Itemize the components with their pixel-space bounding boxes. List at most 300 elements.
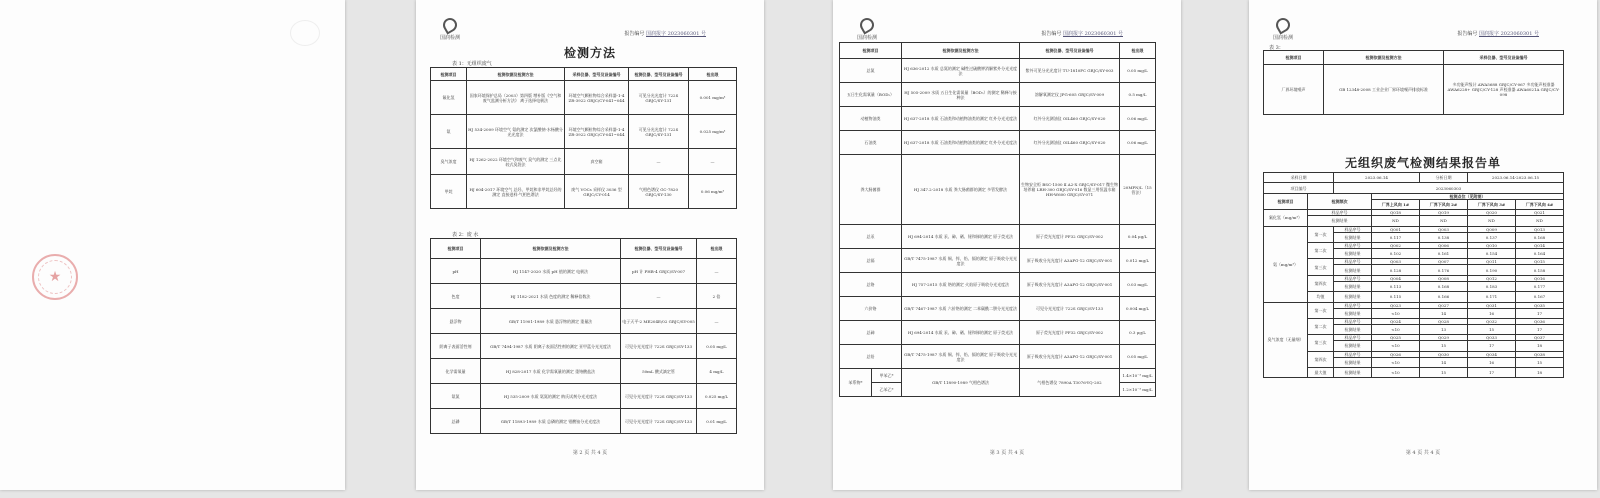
table-row	[840, 345, 1156, 369]
table-cell: 可见分光光度计 722S GRJC/SY-133	[621, 409, 697, 434]
logo-icon	[440, 15, 459, 34]
table-cell: —	[689, 149, 737, 175]
table-cell: GB 12348-2008 工业企业厂界环境噪声排放标准	[1324, 65, 1444, 115]
table-cell: Q016	[1516, 275, 1564, 281]
table-cell: 2023060303	[1334, 183, 1564, 193]
table-cell: —	[621, 284, 697, 309]
table-cell: 氨	[431, 115, 467, 149]
company-seal-stamp	[32, 254, 78, 300]
table-cell: 16	[1468, 308, 1516, 318]
table-cell: 检测结果	[1334, 248, 1372, 258]
table-cell: 均值	[1308, 292, 1334, 302]
table-cell: —	[697, 259, 737, 284]
table-cell: HJ 694-2014 水质 汞、砷、硒、铋和锑的测定 原子荧光法	[902, 225, 1020, 249]
table-cell: 采样日期	[1264, 173, 1334, 183]
table-cell: 臭气浓度	[431, 149, 467, 175]
table-cell: 样品序号	[1308, 210, 1372, 216]
results-table	[1263, 172, 1564, 378]
table-cell: 乙苯乙*	[872, 383, 902, 397]
table-cell: Q031	[1468, 302, 1516, 308]
table-cell: 1.4×10⁻³ mg/L	[1120, 369, 1156, 383]
table-cell: HJ 347.2-2018 水质 粪大肠菌群的测定 多管发酵法	[902, 155, 1020, 225]
document-page-3	[833, 0, 1181, 490]
table-cell: HJ 1262-2022 环境空气和废气 臭气的测定 三点比较式臭袋法	[467, 149, 565, 175]
table-cell: 原子吸收分光光度计 A3AFG-12 GRJC/SY-001	[1020, 249, 1120, 273]
table-cell: 15	[1516, 357, 1564, 367]
table-cell: 0.05 mg/L	[1120, 59, 1156, 83]
table-cell: 气相色谱仪 7890A T3076-YQ-202	[1020, 369, 1120, 397]
table-cell: 2 倍	[697, 284, 737, 309]
table-row	[1264, 292, 1564, 302]
table-cell: 0.168	[1420, 281, 1468, 291]
table-cell: 第一次	[1308, 302, 1334, 318]
table-cell: 第二次	[1308, 242, 1334, 258]
table-cell: 0.05 mg/L	[1120, 345, 1156, 369]
table-header-cell: 检测仪器、型号及设备编号	[629, 68, 689, 81]
table-header-cell: 采样仪器、型号及设备编号	[565, 68, 629, 81]
table-cell: 检测结果	[1334, 292, 1372, 302]
table-cell: 0.161	[1420, 248, 1468, 258]
table-header-cell: 厂界下风向 3#	[1468, 199, 1516, 209]
table-cell: 可见分光光度计 722S GRJC/SY-131	[629, 115, 689, 149]
table-cell: 15	[1420, 368, 1468, 378]
table-cell: ND	[1468, 216, 1516, 226]
table-cell: 悬浮物	[431, 309, 481, 334]
table-header-cell: 检测频次	[1308, 193, 1372, 209]
table-caption: 表 3：	[1269, 45, 1284, 51]
table-cell: Q010	[1468, 242, 1516, 248]
report-no-value: 国润报字 2023060301 号	[646, 31, 706, 37]
table-cell: 阴离子表面活性剂	[431, 334, 481, 359]
table-header-cell: 检出限	[1120, 43, 1156, 59]
seal-star-icon: ★	[48, 269, 62, 285]
company-logo	[855, 18, 879, 41]
table-cell: Q032	[1468, 318, 1516, 324]
table-cell: 原子吸收分光光度计 A3AFG-12 GRJC/SY-001	[1020, 273, 1120, 297]
table-cell: 13	[1420, 324, 1468, 334]
table-cell: HJ 604-2017 环境空气 总烃、甲烷和非甲烷总烃的测定 直接进样-气相色谱法	[467, 175, 565, 209]
table-header-cell: 检测项目	[431, 239, 481, 259]
table-cell: 氟化氢	[431, 81, 467, 115]
report-no-value: 国润报字 2023060301 号	[1063, 31, 1123, 37]
table-cell: 0.164	[1516, 248, 1564, 258]
table-cell: Q025	[1372, 335, 1420, 341]
table-cell: 总砷	[840, 321, 902, 345]
table-cell: 检测结果	[1334, 324, 1372, 334]
table-cell: 粪大肠菌群	[840, 155, 902, 225]
table-cell: 0.137	[1468, 232, 1516, 242]
table-cell: 色度	[431, 284, 481, 309]
table-cell: 苯系物*	[840, 369, 872, 397]
table-cell: 检测结果	[1308, 216, 1372, 226]
table-cell: GB/T 11890-1989 气相色谱法	[902, 369, 1020, 397]
table-cell: Q014	[1516, 242, 1564, 248]
table-cell: GB/T 11893-1989 水质 总磷的测定 钼酸铵分光光度法	[481, 409, 621, 434]
table-cell: 2023.06.14	[1334, 173, 1420, 183]
document-page-1	[0, 0, 345, 490]
company-logo	[438, 18, 462, 41]
table-cell: ND	[1372, 216, 1420, 226]
table-cell: 0.171	[1468, 292, 1516, 302]
page-title: 检测方法	[563, 46, 616, 60]
table-cell: 最大值	[1308, 368, 1334, 378]
table-header-cell: 厂界上风向 1#	[1372, 199, 1420, 209]
table-row	[431, 149, 737, 175]
table-row	[840, 297, 1156, 321]
report-number-header	[1041, 30, 1123, 37]
table-cell: 14	[1420, 357, 1468, 367]
table-row	[431, 175, 737, 209]
table-cell: 0.154	[1468, 248, 1516, 258]
table-cell: 2023.06.14-2023.06.15	[1468, 173, 1564, 183]
logo-icon	[857, 15, 876, 34]
table-cell: 0.177	[1516, 281, 1564, 291]
table-cell: 溶解氧测定仪 JPG-605 GRJC/SY-009	[1020, 83, 1120, 107]
table-cell: 化学需氧量	[431, 359, 481, 384]
table-cell: 0.04 μg/L	[1120, 225, 1156, 249]
table-cell: 真空箱	[565, 149, 629, 175]
table-cell: 检测结果	[1334, 308, 1372, 318]
table-cell: 检测结果	[1334, 232, 1372, 242]
table-cell: 0.166	[1420, 292, 1468, 302]
table-header-row	[431, 239, 737, 259]
table-header-cell: 检测项目	[1264, 51, 1324, 65]
table-cell: 0.138	[1420, 232, 1468, 242]
table-cell: 0.012 mg/L	[1120, 249, 1156, 273]
table-cell: Q033	[1468, 335, 1516, 341]
table-header-cell: 检测仪器、型号及设备编号	[1020, 43, 1120, 59]
table-cell: HJ 505-2009 水质 五日生化需氧量（BOD₅）的测定 稀释与接种法	[902, 83, 1020, 107]
table-cell: 样品序号	[1334, 302, 1372, 308]
table-row	[431, 334, 737, 359]
table-header-cell: 检出限	[697, 239, 737, 259]
logo-icon	[1273, 15, 1292, 34]
table-cell: 样品序号	[1334, 318, 1372, 324]
result-report-title: 无组织废气检测结果报告单	[1344, 156, 1501, 170]
report-no-value: 国润报字 2023060301 号	[1479, 31, 1539, 37]
table-cell: Q012	[1468, 275, 1516, 281]
table-cell: 0.05 mg/L	[697, 334, 737, 359]
noise-method-table	[1263, 50, 1564, 115]
table-cell: 检测结果	[1334, 341, 1372, 351]
table-cell: HJ 637-2018 水质 石油类和动植物油类的测定 红外分光光度法	[902, 107, 1020, 131]
table-cell: 总磷	[431, 409, 481, 434]
table-cell: 原子荧光光度计 PF32 GRJC/SY-002	[1020, 225, 1120, 249]
table-row	[431, 409, 737, 434]
table-cell: 0.06 mg/L	[1120, 107, 1156, 131]
table-cell: <10	[1372, 324, 1420, 334]
table-cell: 16	[1468, 357, 1516, 367]
table-cell: 样品序号	[1334, 242, 1372, 248]
table-cell: 原子吸收分光光度计 A3AFG-12 GRJC/SY-001	[1020, 345, 1120, 369]
table-row	[1264, 183, 1564, 193]
table-header-cell: 厂界下风向 2#	[1420, 199, 1468, 209]
table-cell: 第一次	[1308, 226, 1334, 242]
table-header-cell: 检测仪器、型号及设备编号	[621, 239, 697, 259]
table-cell: Q024	[1372, 318, 1420, 324]
table-cell: 0.06 mg/L	[1120, 131, 1156, 155]
table-cell: HJ 1147-2020 水质 pH 值的测定 电极法	[481, 259, 621, 284]
table-cell: GB/T 7475-1987 水质 铜、锌、铅、镉的测定 原子吸收分光光度法	[902, 345, 1020, 369]
table-cell: 可见分光光度计 722S GRJC/SY-133	[621, 384, 697, 409]
table-cell: 甲苯乙*	[872, 369, 902, 383]
table-cell: 总镉	[840, 249, 902, 273]
table-header-row	[431, 68, 737, 81]
table-caption: 表 1：无组织废气	[452, 61, 492, 67]
table-cell: Q001	[1372, 226, 1420, 232]
document-page-4	[1249, 0, 1597, 490]
table-cell: 检测结果	[1334, 265, 1372, 275]
table-header-cell: 检测依据及检测方法	[902, 43, 1020, 59]
table-cell: 18	[1516, 341, 1564, 351]
table-cell: 五日生化需氧量（BOD₅）	[840, 83, 902, 107]
table-cell: 4 mg/L	[697, 359, 737, 384]
table-cell: 17	[1468, 341, 1516, 351]
table-cell: 总汞	[840, 225, 902, 249]
table-cell: HJ 694-2014 水质 汞、砷、硒、铋和锑的测定 原子荧光法	[902, 321, 1020, 345]
table-cell: 生物安全柜 BSC-1500 Ⅱ A2-X GRJC/SY-017 微生物培养箱 LRH-300 GRJC/SY-016 数显三用恒温水箱 HH-W600 GRJC/SY-071	[1020, 155, 1120, 225]
table-row	[1264, 173, 1564, 183]
page-footer: 第 3 页 共 4 页	[989, 450, 1025, 456]
table-cell: ND	[1420, 216, 1468, 226]
table-cell: Q003	[1420, 226, 1468, 232]
table-cell: 0.025 mg/L	[697, 384, 737, 409]
table-header-cell: 检测项目	[840, 43, 902, 59]
table-cell: 原子荧光光度计 PF32 GRJC/SY-002	[1020, 321, 1120, 345]
table-cell: HJ 534-2009 环境空气 氨的测定 次氯酸钠-水杨酸分光光度法	[467, 115, 565, 149]
table-cell: 0.113	[1372, 281, 1420, 291]
table-cell: 0.158	[1516, 265, 1564, 275]
logo-text: 国润检测	[1272, 35, 1293, 41]
report-no-label: 报告编号	[624, 31, 645, 37]
table-cell: 氨（mg/m³）	[1264, 226, 1308, 302]
table-header-row	[1264, 51, 1564, 65]
table-cell: 项目编号	[1264, 183, 1334, 193]
table-cell: 17	[1516, 324, 1564, 334]
table-cell: 0.004 mg/L	[1120, 297, 1156, 321]
table-cell: pH	[431, 259, 481, 284]
table-row	[840, 369, 1156, 383]
table-cell: 石油类	[840, 131, 902, 155]
table-cell: 0.06 mg/m³	[689, 175, 737, 209]
table-cell: Q011	[1468, 259, 1516, 265]
table-cell: 环境空气颗粒物综合采样器-1-4 ZR-3922 GRJC/CY-041~044	[565, 81, 629, 115]
table-cell: 可见分光光度计 722S GRJC/SY-133	[1020, 297, 1120, 321]
table-cell: Q026	[1372, 351, 1420, 357]
document-page-2	[416, 0, 764, 490]
table-row	[431, 259, 737, 284]
table-row	[840, 225, 1156, 249]
table-cell: 17	[1468, 368, 1516, 378]
table-cell: 总铬	[840, 273, 902, 297]
table-cell: 0.01 mg/L	[697, 409, 737, 434]
table-cell: Q013	[1516, 226, 1564, 232]
table-row	[840, 321, 1156, 345]
report-number-header	[1457, 30, 1539, 37]
table-cell: Q035	[1516, 302, 1564, 308]
table-cell: HJ 535-2009 水质 氨氮的测定 纳氏试剂分光光度法	[481, 384, 621, 409]
table-row	[431, 309, 737, 334]
table-cell: GB/T 7475-1987 水质 铜、锌、铅、镉的测定 原子吸收分光光度法	[902, 249, 1020, 273]
table-cell: 0.025 mg/m³	[689, 115, 737, 149]
table-cell: Q038	[1516, 351, 1564, 357]
table-cell: 紫外可见分光光度计 TU-1810PC GRJC/SY-003	[1020, 59, 1120, 83]
table-cell: 0.183	[1468, 281, 1516, 291]
table-cell: Q006	[1420, 242, 1468, 248]
table-cell: Q037	[1516, 335, 1564, 341]
table-cell: Q034	[1468, 351, 1516, 357]
table-cell: 0.115	[1372, 292, 1420, 302]
table-cell: Q019	[1420, 210, 1468, 216]
table-cell: HJ 1182-2021 水质 色度的测定 稀释倍数法	[481, 284, 621, 309]
table-cell: 样品序号	[1334, 335, 1372, 341]
table-cell: 国家环境保护总局（2003）第四版 增补版《空气和废气监测分析方法》 离子选择电极法	[467, 81, 565, 115]
methods-table-water-cont	[839, 42, 1156, 397]
table-cell: 可见分光光度计 722S GRJC/SY-133	[621, 334, 697, 359]
table-cell: <10	[1372, 341, 1420, 351]
table-row	[840, 107, 1156, 131]
table-cell: GB/T 7494-1987 水质 阴离子表面活性剂的测定 亚甲蓝分光光度法	[481, 334, 621, 359]
table-cell: 0.001 mg/m³	[689, 81, 737, 115]
table-cell: 气相色谱仪 GC-7820 GRJC/SY-130	[629, 175, 689, 209]
table-row	[840, 249, 1156, 273]
table-header-cell: 检测项目	[1264, 193, 1308, 209]
table-cell: 0.176	[1420, 265, 1468, 275]
table-cell: 臭气浓度（无量纲）	[1264, 302, 1308, 378]
table-cell: 第三次	[1308, 335, 1334, 351]
table-cell: 动植物油类	[840, 107, 902, 131]
table-row	[431, 81, 737, 115]
faded-watermark	[290, 20, 320, 46]
table-cell: 氟化氢（mg/m³）	[1264, 210, 1308, 226]
table-cell: GB/T 11901-1989 水质 悬浮物的测定 重量法	[481, 309, 621, 334]
table-row	[431, 359, 737, 384]
table-row	[840, 83, 1156, 107]
table-cell: Q004	[1372, 275, 1420, 281]
table-cell: 可见分光光度计 722S GRJC/SY-131	[629, 81, 689, 115]
table-cell: 0.168	[1516, 232, 1564, 242]
table-cell: HJ 637-2018 水质 石油类和动植物油类的测定 红外分光光度法	[902, 131, 1020, 155]
table-header-cell: 厂界下风向 4#	[1516, 199, 1564, 209]
table-cell: 样品序号	[1334, 259, 1372, 265]
table-cell: GB/T 7467-1987 水质 六价铬的测定 二苯碳酰二肼分光光度法	[902, 297, 1020, 321]
table-cell: 样品序号	[1334, 351, 1372, 357]
methods-table-air	[430, 67, 737, 209]
table-cell: 第四次	[1308, 351, 1334, 367]
logo-text: 国润检测	[439, 35, 460, 41]
table-cell: 0.128	[1372, 265, 1420, 275]
table-cell: 0.167	[1516, 292, 1564, 302]
table-row	[840, 273, 1156, 297]
table-cell: Q029	[1420, 335, 1468, 341]
table-header-cell: 检测依据及检测方法	[467, 68, 565, 81]
table-cell: —	[697, 309, 737, 334]
table-cell: <10	[1372, 308, 1420, 318]
table-cell: HJ 757-2015 水质 铬的测定 火焰原子吸收分光光度法	[902, 273, 1020, 297]
table-cell: 18	[1516, 368, 1564, 378]
table-cell: 红外分光测油仪 OIL460 GRJC/SY-020	[1020, 131, 1120, 155]
table-cell: 氨氮	[431, 384, 481, 409]
table-cell: 样品序号	[1334, 226, 1372, 232]
table-cell: 0.5 mg/L	[1120, 83, 1156, 107]
table-cell: 0.117	[1372, 232, 1420, 242]
table-cell: 分析日期	[1420, 173, 1468, 183]
table-header-cell: 检测点位（见附图）	[1372, 193, 1564, 199]
table-cell: 甲烷	[431, 175, 467, 209]
table-cell: Q008	[1420, 275, 1468, 281]
table-cell: 14	[1420, 308, 1468, 318]
table-cell: 15	[1468, 324, 1516, 334]
table-cell: HJ 636-2012 水质 总氮的测定 碱性过硫酸钾消解紫外分光光度法	[902, 59, 1020, 83]
table-cell: Q036	[1516, 318, 1564, 324]
table-cell: 检测结果	[1334, 281, 1372, 291]
report-number-header	[624, 30, 706, 37]
table-cell: 0.102	[1372, 248, 1420, 258]
table-cell: 样品序号	[1334, 275, 1372, 281]
table-cell: Q007	[1420, 259, 1468, 265]
table-row	[1264, 216, 1564, 226]
table-cell: 六价铬	[840, 297, 902, 321]
table-cell: 电子天平-2 ME204E/02 GRJC/SY-005	[621, 309, 697, 334]
table-cell: Q003	[1372, 259, 1420, 265]
table-cell: 17	[1516, 308, 1564, 318]
table-cell: 第二次	[1308, 318, 1334, 334]
table-cell: 0.190	[1468, 265, 1516, 275]
table-header-row	[840, 43, 1156, 59]
table-cell: 1.2×10⁻³ mg/L	[1120, 383, 1156, 397]
table-cell: Q009	[1468, 226, 1516, 232]
table-cell: Q015	[1516, 259, 1564, 265]
table-header-cell: 采样仪器、型号及设备编号	[1444, 51, 1564, 65]
table-cell: 50mL 酸式滴定管	[621, 359, 697, 384]
table-cell: 0.03 mg/L	[1120, 273, 1156, 297]
table-cell: 总氮	[840, 59, 902, 83]
table-cell: Q002	[1372, 242, 1420, 248]
table-cell: 环境空气颗粒物综合采样器-1-4 ZR-3922 GRJC/CY-041~044	[565, 115, 629, 149]
table-cell: 第四次	[1308, 275, 1334, 291]
table-row	[840, 155, 1156, 225]
page-footer: 第 2 页 共 4 页	[572, 450, 608, 456]
table-row	[431, 284, 737, 309]
logo-text: 国润检测	[856, 35, 877, 41]
table-cell: 总铅	[840, 345, 902, 369]
table-cell: 0.3 μg/L	[1120, 321, 1156, 345]
table-cell: 第三次	[1308, 259, 1334, 275]
table-row	[431, 115, 737, 149]
methods-table-water	[430, 238, 737, 434]
table-row	[840, 59, 1156, 83]
table-cell: —	[629, 149, 689, 175]
table-cell: 检测结果	[1334, 357, 1372, 367]
report-no-label: 报告编号	[1041, 31, 1062, 37]
table-header-cell: 检测依据及检测方法	[481, 239, 621, 259]
report-no-label: 报告编号	[1457, 31, 1478, 37]
table-header-cell: 检测项目	[431, 68, 467, 81]
table-cell: <10	[1372, 368, 1420, 378]
table-row	[431, 384, 737, 409]
table-cell: 15	[1420, 341, 1468, 351]
table-cell: Q023	[1372, 302, 1420, 308]
table-cell: 废气 VOCs 采样仪 3036 型 GRJC/CY-014	[565, 175, 629, 209]
page-footer: 第 4 页 共 4 页	[1405, 450, 1441, 456]
table-cell: 厂界环境噪声	[1264, 65, 1324, 115]
table-cell: 红外分光测油仪 OIL460 GRJC/SY-020	[1020, 107, 1120, 131]
table-caption: 表 2：废 水	[452, 232, 479, 238]
table-row	[1264, 368, 1564, 378]
table-cell: Q021	[1516, 210, 1564, 216]
table-cell: <10	[1372, 357, 1420, 367]
table-row	[840, 131, 1156, 155]
